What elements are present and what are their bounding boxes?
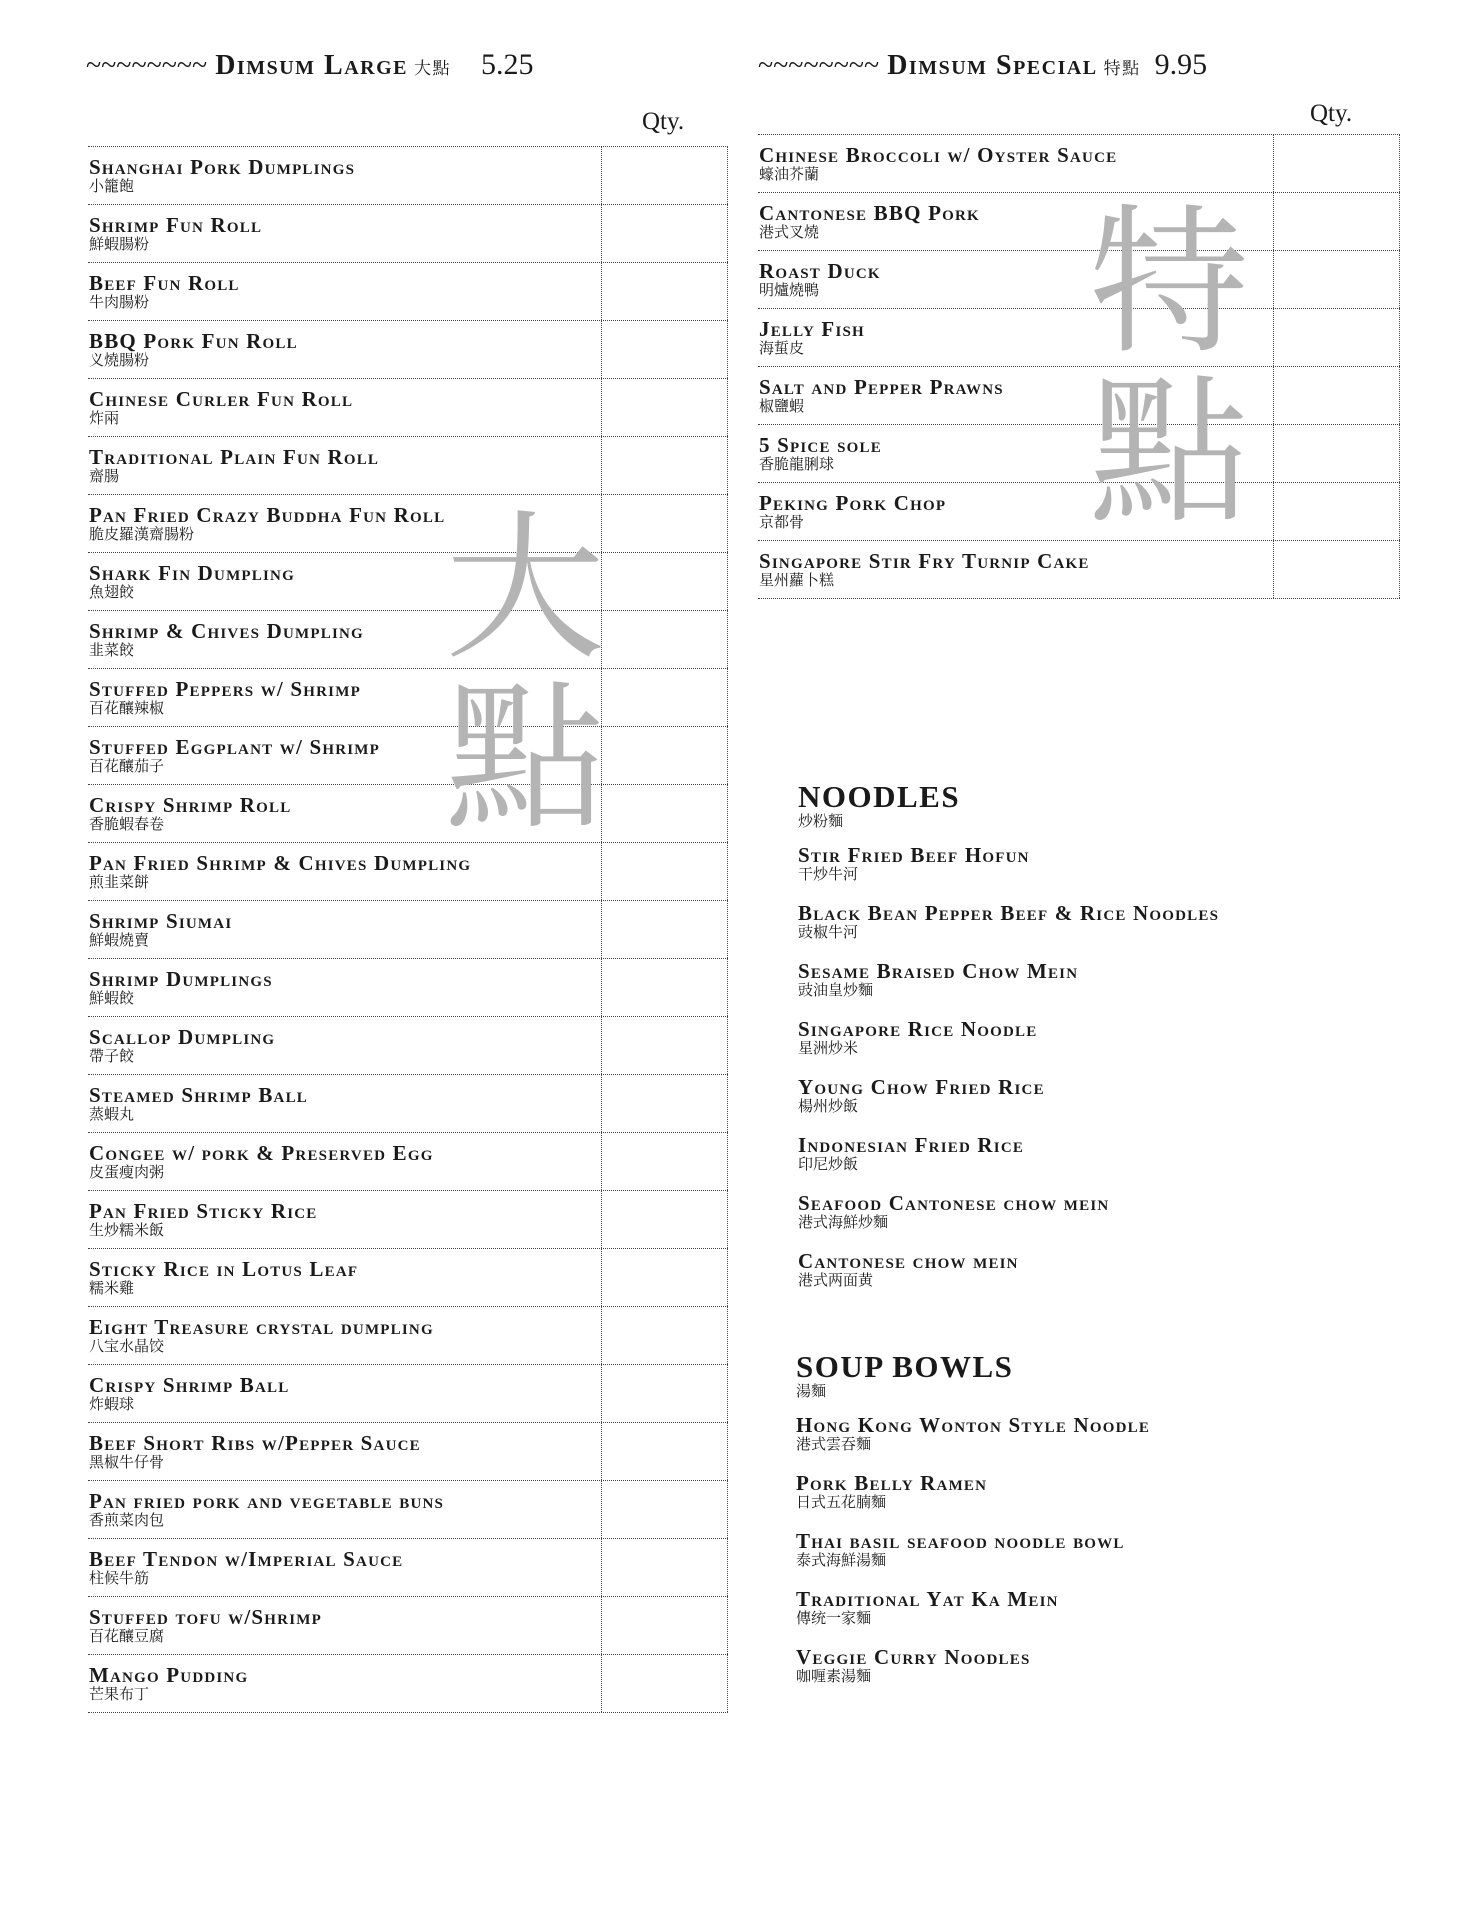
noodles-section — [798, 779, 1220, 1308]
menu-item-en: Black Bean Pepper Beef & Rice Noodles — [798, 901, 1220, 925]
menu-list-item — [798, 1018, 1219, 1076]
menu-item-cn: 星州蘿卜糕 — [759, 571, 835, 589]
dimsum-special-title: Dimsum Special — [887, 50, 1098, 81]
noodles-title: NOODLES — [798, 779, 961, 814]
menu-row — [758, 367, 1400, 425]
menu-row — [88, 959, 728, 1017]
menu-item-cn: 生炒糯米飯 — [89, 1221, 165, 1239]
menu-item-en: Congee w/ pork & Preserved Egg — [89, 1141, 434, 1165]
soup-bowls-title-cn: 湯麵 — [796, 1382, 827, 1400]
menu-item-cn: 日式五花腩麵 — [796, 1493, 887, 1511]
qty-input-cell[interactable] — [601, 1133, 728, 1190]
qty-input-cell[interactable] — [601, 1365, 728, 1422]
menu-item-cn: 港式叉燒 — [759, 223, 820, 241]
menu-row — [88, 1075, 728, 1133]
qty-input-cell[interactable] — [601, 495, 728, 552]
menu-item-name — [758, 425, 1273, 482]
menu-item-name — [88, 553, 601, 610]
menu-row — [758, 309, 1400, 367]
menu-row — [88, 1539, 728, 1597]
menu-item-en: Crispy Shrimp Roll — [89, 793, 292, 817]
menu-item-name — [88, 1423, 601, 1480]
menu-item-name — [758, 193, 1273, 250]
heading-tilde: ~~~~~~~~ — [86, 50, 208, 81]
menu-item-name — [88, 1481, 601, 1538]
menu-item-en: Beef Fun Roll — [89, 271, 240, 295]
menu-row — [88, 205, 728, 263]
qty-input-cell[interactable] — [601, 1075, 728, 1132]
menu-item-cn: 魚翅餃 — [89, 583, 135, 601]
menu-item-name — [88, 1249, 601, 1306]
menu-item-cn: 咖喱素湯麵 — [796, 1667, 872, 1685]
menu-item-cn: 香脆龍脷球 — [759, 455, 835, 473]
menu-item-name — [88, 1191, 601, 1248]
watermark-char-1: 特 — [1088, 189, 1249, 376]
menu-row — [758, 135, 1400, 193]
menu-item-cn: 椒鹽蝦 — [759, 397, 805, 415]
menu-item-en: Shrimp Fun Roll — [89, 213, 263, 237]
qty-input-cell[interactable] — [601, 263, 728, 320]
menu-row — [758, 425, 1400, 483]
menu-item-cn: 印尼炒飯 — [798, 1155, 859, 1173]
menu-row — [88, 1597, 728, 1655]
qty-input-cell[interactable] — [601, 843, 728, 900]
menu-item-en: Traditional Plain Fun Roll — [89, 445, 380, 469]
menu-row — [88, 1191, 728, 1249]
menu-item-cn: 豉油皇炒麵 — [798, 981, 874, 999]
menu-item-en: Pork Belly Ramen — [796, 1471, 988, 1495]
menu-item-name — [758, 135, 1273, 192]
menu-item-name — [88, 205, 601, 262]
qty-input-cell[interactable] — [601, 1539, 728, 1596]
watermark-char-1: 大 — [444, 495, 605, 682]
menu-item-cn: 港式雲吞麵 — [796, 1435, 872, 1453]
menu-item-en: Shrimp Siumai — [89, 909, 233, 933]
menu-row — [88, 1655, 728, 1713]
menu-item-en: Eight Treasure crystal dumpling — [89, 1315, 434, 1339]
qty-input-cell[interactable] — [601, 959, 728, 1016]
menu-item-en: Sesame Braised Chow Mein — [798, 959, 1079, 983]
menu-row — [88, 611, 728, 669]
menu-row — [88, 843, 728, 901]
menu-item-name — [758, 251, 1273, 308]
qty-input-cell[interactable] — [601, 901, 728, 958]
menu-row — [88, 727, 728, 785]
menu-list-item — [796, 1646, 1150, 1704]
menu-item-en: Shrimp & Chives Dumpling — [89, 619, 364, 643]
menu-row — [88, 1423, 728, 1481]
menu-item-en: Peking Pork Chop — [759, 491, 947, 515]
menu-item-cn: 柱候牛筋 — [89, 1569, 150, 1587]
menu-row — [88, 1249, 728, 1307]
menu-row — [758, 251, 1400, 309]
menu-list-item — [798, 902, 1219, 960]
menu-item-cn: 楊州炒飯 — [798, 1097, 859, 1115]
noodles-list — [798, 844, 1219, 1308]
menu-item-en: Veggie Curry Noodles — [796, 1645, 1031, 1669]
qty-input-cell[interactable] — [601, 1191, 728, 1248]
menu-item-en: Cantonese BBQ Pork — [759, 201, 980, 225]
soup-bowls-list — [796, 1414, 1150, 1704]
menu-item-en: Chinese Broccoli w/ Oyster Sauce — [759, 143, 1118, 167]
menu-item-name — [88, 1307, 601, 1364]
menu-item-en: Young Chow Fried Rice — [798, 1075, 1045, 1099]
menu-item-name — [758, 541, 1273, 598]
menu-item-en: Stuffed Peppers w/ Shrimp — [89, 677, 361, 701]
menu-item-en: Stuffed Eggplant w/ Shrimp — [89, 735, 380, 759]
menu-item-cn: 皮蛋瘦肉粥 — [89, 1163, 165, 1181]
menu-item-cn: 帶子餃 — [89, 1047, 135, 1065]
menu-row — [88, 901, 728, 959]
menu-list-item — [796, 1472, 1150, 1530]
menu-item-cn: 海蜇皮 — [759, 339, 805, 357]
menu-item-en: Cantonese chow mein — [798, 1249, 1019, 1273]
menu-item-en: Pan Fried Shrimp & Chives Dumpling — [89, 851, 472, 875]
menu-row — [88, 1017, 728, 1075]
menu-item-name — [88, 437, 601, 494]
menu-item-cn: 蒸蝦丸 — [89, 1105, 135, 1123]
menu-item-en: Seafood Cantonese chow mein — [798, 1191, 1110, 1215]
menu-item-name — [758, 367, 1273, 424]
menu-item-name — [88, 669, 601, 726]
menu-item-en: Stuffed tofu w/Shrimp — [89, 1605, 322, 1629]
menu-item-en: Hong Kong Wonton Style Noodle — [796, 1413, 1151, 1437]
menu-row — [88, 1481, 728, 1539]
menu-row — [88, 147, 728, 205]
menu-item-cn: 泰式海鮮湯麵 — [796, 1551, 887, 1569]
menu-item-en: Stir Fried Beef Hofun — [798, 843, 1030, 867]
qty-input-cell[interactable] — [601, 785, 728, 842]
menu-item-name — [88, 379, 601, 436]
menu-item-en: Indonesian Fried Rice — [798, 1133, 1025, 1157]
menu-item-name — [88, 843, 601, 900]
menu-item-en: Singapore Stir Fry Turnip Cake — [759, 549, 1090, 573]
menu-item-name — [88, 727, 601, 784]
menu-item-name — [88, 1655, 601, 1712]
dimsum-large-title-cn: 大點 — [413, 59, 451, 79]
menu-item-name — [88, 959, 601, 1016]
qty-input-cell[interactable] — [601, 1655, 728, 1712]
menu-item-cn: 百花釀辣椒 — [89, 699, 165, 717]
menu-item-en: Salt and Pepper Prawns — [759, 375, 1004, 399]
dimsum-special-price: 9.95 — [1154, 48, 1208, 81]
menu-item-cn: 干炒牛河 — [798, 865, 859, 883]
menu-list-item — [798, 960, 1219, 1018]
menu-item-cn: 脆皮羅漢齋腸粉 — [89, 525, 195, 543]
menu-row — [88, 669, 728, 727]
menu-list-item — [796, 1588, 1150, 1646]
menu-item-cn: 香煎菜肉包 — [89, 1511, 165, 1529]
dimsum-special-qty-label: Qty. — [1310, 100, 1353, 127]
dimsum-special-table — [758, 134, 1400, 599]
watermark-char-2: 點 — [1088, 359, 1249, 546]
heading-tilde: ~~~~~~~~ — [758, 50, 880, 81]
dimsum-large-table — [88, 146, 728, 1713]
menu-row — [88, 495, 728, 553]
menu-item-en: Sticky Rice in Lotus Leaf — [89, 1257, 359, 1281]
qty-input-cell[interactable] — [1273, 425, 1400, 482]
menu-list-item — [798, 1250, 1219, 1308]
watermark-char-2: 點 — [444, 665, 605, 852]
menu-item-name — [88, 1133, 601, 1190]
menu-row — [88, 1133, 728, 1191]
qty-input-cell[interactable] — [601, 379, 728, 436]
qty-input-cell[interactable] — [601, 727, 728, 784]
qty-input-cell[interactable] — [1273, 251, 1400, 308]
menu-item-en: Mango Pudding — [89, 1663, 249, 1687]
menu-item-en: Beef Tendon w/Imperial Sauce — [89, 1547, 404, 1571]
menu-item-cn: 鮮蝦餃 — [89, 989, 135, 1007]
qty-input-cell[interactable] — [601, 437, 728, 494]
qty-input-cell[interactable] — [601, 669, 728, 726]
menu-item-en: Pan fried pork and vegetable buns — [89, 1489, 445, 1513]
menu-item-name — [88, 1365, 601, 1422]
menu-row — [758, 483, 1400, 541]
menu-list-item — [798, 1076, 1219, 1134]
menu-row — [88, 1365, 728, 1423]
menu-item-cn: 明爐燒鴨 — [759, 281, 820, 299]
menu-item-cn: 炸兩 — [89, 409, 120, 427]
qty-input-cell[interactable] — [601, 205, 728, 262]
menu-item-name — [88, 1075, 601, 1132]
menu-item-cn: 百花釀豆腐 — [89, 1627, 165, 1645]
noodles-title-cn: 炒粉麵 — [798, 812, 844, 830]
menu-item-name — [88, 321, 601, 378]
menu-list-item — [796, 1414, 1150, 1472]
menu-row — [88, 379, 728, 437]
menu-item-name — [88, 611, 601, 668]
menu-item-en: Singapore Rice Noodle — [798, 1017, 1038, 1041]
dimsum-special-heading — [758, 48, 1207, 82]
menu-item-en: Chinese Curler Fun Roll — [89, 387, 354, 411]
menu-item-cn: 炸蝦球 — [89, 1395, 135, 1413]
menu-item-cn: 傳统一家麵 — [796, 1609, 872, 1627]
menu-list-item — [796, 1530, 1150, 1588]
menu-row — [88, 437, 728, 495]
menu-item-cn: 香脆蝦春卷 — [89, 815, 165, 833]
menu-item-name — [88, 263, 601, 320]
qty-input-cell[interactable] — [1273, 193, 1400, 250]
menu-item-cn: 齋腸 — [89, 467, 120, 485]
qty-input-cell[interactable] — [1273, 135, 1400, 192]
dimsum-large-qty-label: Qty. — [642, 108, 685, 135]
menu-item-cn: 小籠飽 — [89, 177, 135, 195]
dimsum-large-heading — [86, 48, 533, 82]
menu-item-cn: 百花釀茄子 — [89, 757, 165, 775]
menu-item-en: Roast Duck — [759, 259, 881, 283]
menu-item-cn: 港式海鮮炒麵 — [798, 1213, 889, 1231]
menu-row — [88, 785, 728, 843]
qty-input-cell[interactable] — [601, 147, 728, 204]
menu-item-en: 5 Spice sole — [759, 433, 882, 457]
soup-bowls-title: SOUP BOWLS — [796, 1349, 1014, 1384]
menu-row — [88, 321, 728, 379]
qty-input-cell[interactable] — [601, 1597, 728, 1654]
menu-item-cn: 鮮蝦燒賣 — [89, 931, 150, 949]
menu-item-name — [88, 1539, 601, 1596]
menu-item-en: Shrimp Dumplings — [89, 967, 273, 991]
menu-item-en: BBQ Pork Fun Roll — [89, 329, 298, 353]
menu-item-name — [88, 785, 601, 842]
menu-list-item — [798, 1134, 1219, 1192]
menu-item-cn: 芒果布丁 — [89, 1685, 150, 1703]
qty-input-cell[interactable] — [1273, 483, 1400, 540]
menu-item-cn: 京都骨 — [759, 513, 805, 531]
qty-input-cell[interactable] — [601, 1423, 728, 1480]
menu-item-name — [88, 147, 601, 204]
menu-row — [88, 1307, 728, 1365]
menu-row — [758, 541, 1400, 599]
qty-input-cell[interactable] — [601, 1307, 728, 1364]
dimsum-large-title: Dimsum Large — [215, 50, 408, 81]
menu-row — [88, 553, 728, 611]
menu-item-cn: 黑椒牛仔骨 — [89, 1453, 165, 1471]
menu-item-en: Traditional Yat Ka Mein — [796, 1587, 1059, 1611]
menu-list-item — [798, 844, 1219, 902]
qty-input-cell[interactable] — [1273, 541, 1400, 598]
menu-item-en: Scallop Dumpling — [89, 1025, 276, 1049]
menu-item-cn: 煎韭菜餅 — [89, 873, 150, 891]
menu-item-en: Jelly Fish — [759, 317, 865, 341]
dimsum-special-title-cn: 特點 — [1103, 59, 1141, 79]
menu-item-name — [758, 309, 1273, 366]
menu-item-en: Pan Fried Crazy Buddha Fun Roll — [89, 503, 446, 527]
menu-item-cn: 义燒腸粉 — [89, 351, 150, 369]
menu-item-cn: 八宝水晶饺 — [89, 1337, 165, 1355]
menu-item-cn: 韭菜餃 — [89, 641, 135, 659]
menu-item-cn: 牛肉腸粉 — [89, 293, 150, 311]
qty-input-cell[interactable] — [1273, 309, 1400, 366]
menu-item-cn: 星洲炒米 — [798, 1039, 859, 1057]
menu-item-cn: 糯米雞 — [89, 1279, 135, 1297]
menu-item-en: Shanghai Pork Dumplings — [89, 155, 356, 179]
menu-item-cn: 鮮蝦腸粉 — [89, 235, 150, 253]
menu-list-item — [798, 1192, 1219, 1250]
menu-item-name — [88, 1017, 601, 1074]
menu-item-name — [88, 1597, 601, 1654]
menu-item-en: Shark Fin Dumpling — [89, 561, 295, 585]
qty-input-cell[interactable] — [601, 1249, 728, 1306]
menu-item-en: Pan Fried Sticky Rice — [89, 1199, 318, 1223]
qty-input-cell[interactable] — [601, 611, 728, 668]
menu-item-cn: 港式两面黄 — [798, 1271, 874, 1289]
menu-item-cn: 豉椒牛河 — [798, 923, 859, 941]
menu-item-en: Beef Short Ribs w/Pepper Sauce — [89, 1431, 421, 1455]
menu-row — [758, 193, 1400, 251]
qty-input-cell[interactable] — [1273, 367, 1400, 424]
soup-bowls-section — [796, 1349, 1151, 1704]
qty-input-cell[interactable] — [601, 553, 728, 610]
menu-item-en: Thai basil seafood noodle bowl — [796, 1529, 1125, 1553]
qty-input-cell[interactable] — [601, 321, 728, 378]
menu-item-en: Steamed Shrimp Ball — [89, 1083, 309, 1107]
menu-item-name — [88, 495, 601, 552]
dimsum-large-price: 5.25 — [480, 48, 534, 81]
menu-item-en: Crispy Shrimp Ball — [89, 1373, 290, 1397]
qty-input-cell[interactable] — [601, 1017, 728, 1074]
menu-item-cn: 蠔油芥蘭 — [759, 165, 820, 183]
menu-item-name — [758, 483, 1273, 540]
menu-item-name — [88, 901, 601, 958]
qty-input-cell[interactable] — [601, 1481, 728, 1538]
menu-row — [88, 263, 728, 321]
